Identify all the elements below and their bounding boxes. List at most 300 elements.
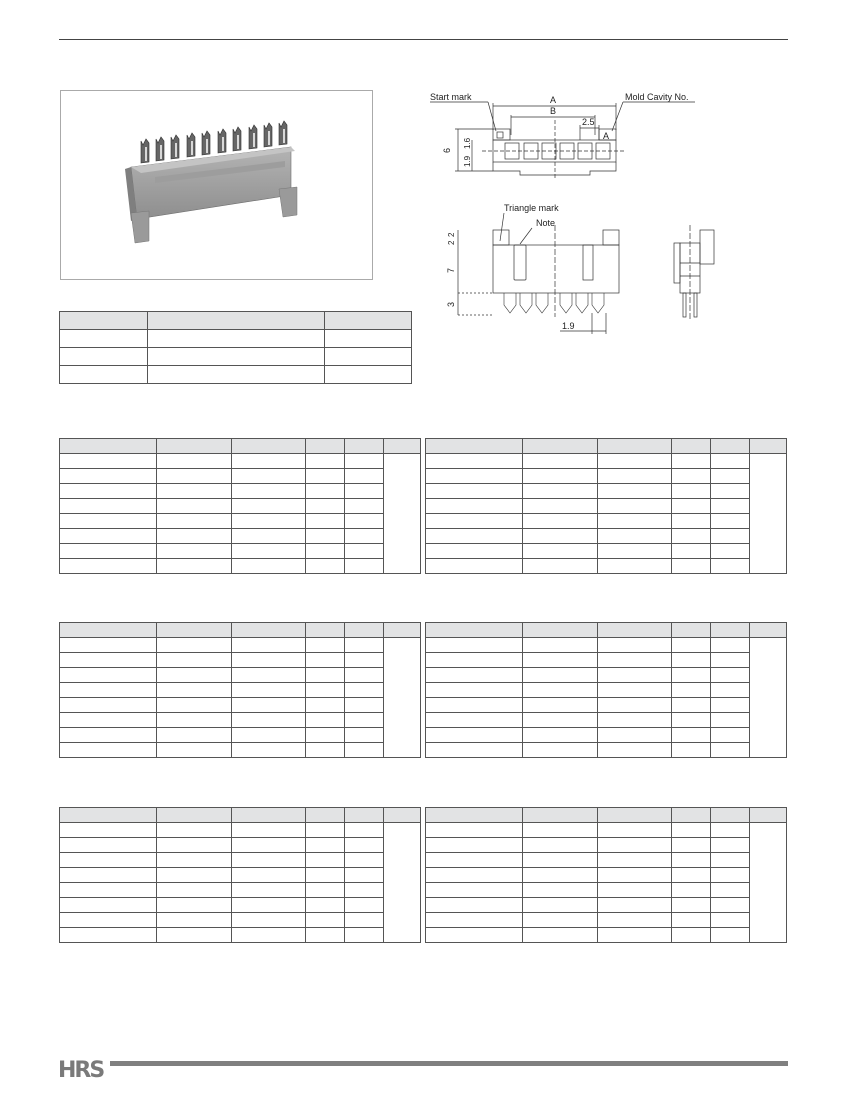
spec-table-small [59, 311, 412, 384]
dim-b-label: B [550, 106, 557, 116]
table-row [60, 514, 421, 529]
table-cell [156, 823, 231, 838]
dim-a-label: A [550, 95, 557, 105]
table-cell [522, 653, 597, 668]
table-cell [60, 529, 157, 544]
table-cell [426, 743, 523, 758]
table-cell [231, 743, 306, 758]
table-cell [345, 484, 384, 499]
table-cell [156, 638, 231, 653]
table-row [60, 683, 421, 698]
merged-cell [750, 454, 787, 574]
table-cell [60, 499, 157, 514]
table-cell [156, 544, 231, 559]
small-header-2 [148, 312, 325, 330]
table-cell [672, 544, 711, 559]
table-cell [597, 868, 672, 883]
table-cell [426, 883, 523, 898]
table-cell [426, 653, 523, 668]
merged-cell [384, 454, 421, 574]
table-cell [522, 713, 597, 728]
table-cell [60, 514, 157, 529]
table-cell [522, 499, 597, 514]
table-cell [306, 514, 345, 529]
dim-2b-label: 2 [447, 240, 456, 245]
table-header-cell [672, 623, 711, 638]
table-cell [597, 653, 672, 668]
table-cell [306, 683, 345, 698]
table-row [60, 668, 421, 683]
table-header-cell [156, 623, 231, 638]
table-row [426, 484, 787, 499]
table-cell [306, 713, 345, 728]
table-header-cell [231, 623, 306, 638]
table-cell [60, 853, 157, 868]
table-header-cell [345, 623, 384, 638]
small-cell [325, 348, 412, 366]
table-cell [306, 559, 345, 574]
table-cell [711, 668, 750, 683]
table-cell [426, 638, 523, 653]
table-header-cell [156, 808, 231, 823]
table-row [60, 898, 421, 913]
table-cell [711, 743, 750, 758]
table-cell [522, 928, 597, 943]
table-header-cell [522, 623, 597, 638]
table-cell [522, 728, 597, 743]
table-cell [672, 638, 711, 653]
table-cell [231, 653, 306, 668]
table-cell [672, 484, 711, 499]
table-cell [522, 853, 597, 868]
table-cell [672, 499, 711, 514]
table-row [426, 499, 787, 514]
table-cell [345, 928, 384, 943]
spec-table-1-left [59, 438, 421, 574]
table-cell [597, 883, 672, 898]
table-cell [345, 469, 384, 484]
table-row [426, 559, 787, 574]
table-cell [345, 823, 384, 838]
table-cell [597, 853, 672, 868]
table-cell [597, 913, 672, 928]
table-cell [522, 638, 597, 653]
table-cell [426, 823, 523, 838]
table-cell [711, 713, 750, 728]
table-cell [426, 868, 523, 883]
table-row [60, 469, 421, 484]
table-cell [711, 638, 750, 653]
table-cell [672, 743, 711, 758]
table-cell [711, 698, 750, 713]
table-row [426, 743, 787, 758]
table-cell [345, 638, 384, 653]
table-cell [426, 898, 523, 913]
table-cell [597, 698, 672, 713]
table-row [426, 853, 787, 868]
table-cell [672, 898, 711, 913]
table-cell [231, 683, 306, 698]
table-cell [597, 713, 672, 728]
table-cell [60, 454, 157, 469]
table-header-cell [597, 439, 672, 454]
small-cell [60, 348, 148, 366]
spec-table-2-right [425, 622, 787, 758]
table-cell [60, 868, 157, 883]
dim-19-label: 1.9 [463, 155, 472, 167]
table-cell [522, 683, 597, 698]
table-cell [711, 529, 750, 544]
table-header-cell [231, 439, 306, 454]
table-cell [672, 713, 711, 728]
table-cell [711, 484, 750, 499]
table-cell [711, 868, 750, 883]
table-cell [231, 728, 306, 743]
spec-table-2-left [59, 622, 421, 758]
table-row [60, 484, 421, 499]
table-cell [426, 928, 523, 943]
product-photo-frame [60, 90, 373, 280]
table-cell [711, 728, 750, 743]
table-row [60, 743, 421, 758]
table-cell [60, 823, 157, 838]
table-header-cell [711, 439, 750, 454]
table-cell [711, 838, 750, 853]
spec-table-1-right [425, 438, 787, 574]
table-cell [60, 728, 157, 743]
table-cell [672, 653, 711, 668]
pitch-label: 2.5 [582, 117, 595, 127]
table-header-cell [426, 808, 523, 823]
table-cell [306, 913, 345, 928]
table-cell [60, 484, 157, 499]
table-cell [426, 838, 523, 853]
table-cell [156, 683, 231, 698]
table-cell [156, 928, 231, 943]
table-cell [711, 913, 750, 928]
table-row [426, 514, 787, 529]
table-header-cell [750, 623, 787, 638]
table-row [426, 698, 787, 713]
table-row [60, 728, 421, 743]
table-cell [306, 823, 345, 838]
table-row [60, 529, 421, 544]
footer-rule [110, 1061, 788, 1066]
table-cell [426, 454, 523, 469]
table-cell [60, 638, 157, 653]
table-cell [597, 514, 672, 529]
dim-3-label: 3 [446, 301, 456, 307]
table-cell [231, 698, 306, 713]
table-row [60, 883, 421, 898]
table-cell [345, 559, 384, 574]
table-row [60, 638, 421, 653]
table-row [426, 713, 787, 728]
dim-7-label: 7 [446, 267, 456, 273]
table-cell [60, 544, 157, 559]
table-cell [345, 853, 384, 868]
table-cell [597, 499, 672, 514]
table-cell [231, 559, 306, 574]
table-cell [672, 454, 711, 469]
table-row [60, 653, 421, 668]
table-cell [60, 559, 157, 574]
table-header-cell [597, 623, 672, 638]
table-cell [156, 853, 231, 868]
table-cell [231, 529, 306, 544]
small-cell [148, 366, 325, 384]
table-cell [426, 514, 523, 529]
table-header-cell [522, 439, 597, 454]
table-header-cell [306, 623, 345, 638]
table-cell [711, 469, 750, 484]
table-cell [711, 883, 750, 898]
table-cell [156, 868, 231, 883]
table-cell [426, 499, 523, 514]
table-row [426, 638, 787, 653]
table-cell [306, 469, 345, 484]
table-header-cell [597, 808, 672, 823]
table-cell [156, 698, 231, 713]
table-header-cell [60, 808, 157, 823]
table-header-cell [156, 439, 231, 454]
table-cell [426, 698, 523, 713]
height-6-label: 6 [442, 147, 452, 153]
table-cell [345, 713, 384, 728]
table-cell [306, 499, 345, 514]
table-cell [597, 898, 672, 913]
table-cell [156, 484, 231, 499]
table-row [426, 683, 787, 698]
table-cell [522, 668, 597, 683]
table-row [426, 913, 787, 928]
table-cell [426, 544, 523, 559]
table-cell [306, 728, 345, 743]
table-row [60, 928, 421, 943]
table-cell [156, 743, 231, 758]
table-cell [522, 838, 597, 853]
table-row [60, 544, 421, 559]
table-cell [426, 668, 523, 683]
table-cell [306, 668, 345, 683]
table-cell [711, 499, 750, 514]
table-cell [231, 838, 306, 853]
table-row [60, 853, 421, 868]
table-header-cell [672, 808, 711, 823]
table-header-cell [522, 808, 597, 823]
table-row [60, 698, 421, 713]
table-cell [60, 668, 157, 683]
table-cell [597, 529, 672, 544]
table-cell [522, 868, 597, 883]
table-cell [345, 514, 384, 529]
table-cell [156, 559, 231, 574]
table-row [60, 838, 421, 853]
table-cell [156, 713, 231, 728]
table-cell [156, 668, 231, 683]
merged-cell [750, 823, 787, 943]
merged-cell [750, 638, 787, 758]
table-cell [597, 544, 672, 559]
table-row [60, 454, 421, 469]
table-row [426, 898, 787, 913]
top-rule [59, 39, 788, 40]
table-cell [522, 514, 597, 529]
table-cell [345, 898, 384, 913]
table-cell [345, 544, 384, 559]
table-cell [672, 668, 711, 683]
table-row [60, 913, 421, 928]
table-cell [60, 928, 157, 943]
table-cell [306, 544, 345, 559]
table-cell [345, 683, 384, 698]
mold-cavity-label: Mold Cavity No. [625, 92, 689, 102]
table-cell [672, 853, 711, 868]
table-cell [597, 484, 672, 499]
table-cell [60, 698, 157, 713]
table-cell [522, 913, 597, 928]
table-cell [231, 454, 306, 469]
table-cell [60, 743, 157, 758]
table-cell [156, 883, 231, 898]
table-cell [711, 653, 750, 668]
table-header-cell [426, 623, 523, 638]
table-cell [522, 529, 597, 544]
table-cell [306, 484, 345, 499]
table-cell [306, 928, 345, 943]
table-cell [345, 883, 384, 898]
table-cell [231, 668, 306, 683]
table-cell [426, 853, 523, 868]
table-cell [522, 484, 597, 499]
table-cell [597, 454, 672, 469]
table-row [426, 728, 787, 743]
table-row [426, 469, 787, 484]
table-cell [522, 559, 597, 574]
table-cell [672, 868, 711, 883]
table-header-cell [426, 439, 523, 454]
table-row [426, 928, 787, 943]
table-cell [597, 469, 672, 484]
dim-1-9-label: 1.9 [562, 321, 575, 331]
table-cell [672, 559, 711, 574]
table-cell [306, 883, 345, 898]
table-cell [522, 743, 597, 758]
table-cell [60, 469, 157, 484]
table-header-cell [231, 808, 306, 823]
small-cell [148, 348, 325, 366]
hrs-logo: HRS [58, 1058, 104, 1083]
table-cell [231, 883, 306, 898]
table-cell [306, 853, 345, 868]
table-cell [672, 883, 711, 898]
table-cell [156, 469, 231, 484]
small-header-1 [60, 312, 148, 330]
cavity-letter: A [603, 131, 610, 141]
connector-photo-icon [61, 91, 372, 279]
table-cell [156, 499, 231, 514]
dim-16-label: 1.6 [463, 137, 472, 149]
table-cell [672, 928, 711, 943]
table-cell [60, 913, 157, 928]
table-cell [522, 544, 597, 559]
table-cell [231, 928, 306, 943]
small-cell [60, 330, 148, 348]
table-cell [156, 529, 231, 544]
table-cell [711, 544, 750, 559]
table-cell [711, 853, 750, 868]
table-cell [345, 529, 384, 544]
table-cell [345, 728, 384, 743]
technical-drawing [420, 85, 750, 345]
table-cell [522, 823, 597, 838]
table-row [60, 559, 421, 574]
table-row [60, 868, 421, 883]
table-cell [597, 823, 672, 838]
table-cell [231, 853, 306, 868]
table-cell [306, 838, 345, 853]
table-cell [597, 928, 672, 943]
table-cell [426, 713, 523, 728]
table-header-cell [306, 808, 345, 823]
small-cell [325, 366, 412, 384]
table-cell [60, 838, 157, 853]
table-cell [672, 683, 711, 698]
table-cell [672, 529, 711, 544]
table-header-cell [60, 623, 157, 638]
table-cell [231, 469, 306, 484]
table-cell [597, 638, 672, 653]
table-cell [231, 898, 306, 913]
table-cell [672, 823, 711, 838]
table-cell [306, 529, 345, 544]
table-row [60, 499, 421, 514]
table-cell [522, 898, 597, 913]
table-cell [345, 913, 384, 928]
table-cell [711, 683, 750, 698]
table-cell [597, 668, 672, 683]
table-cell [711, 559, 750, 574]
table-cell [711, 928, 750, 943]
table-cell [156, 728, 231, 743]
table-cell [231, 823, 306, 838]
table-header-cell [384, 808, 421, 823]
table-cell [60, 683, 157, 698]
table-cell [711, 898, 750, 913]
table-header-cell [750, 808, 787, 823]
table-header-cell [750, 439, 787, 454]
table-header-cell [384, 439, 421, 454]
spec-table-3-left [59, 807, 421, 943]
table-row [426, 454, 787, 469]
table-cell [672, 728, 711, 743]
table-cell [60, 653, 157, 668]
table-cell [156, 898, 231, 913]
table-cell [597, 559, 672, 574]
table-cell [156, 838, 231, 853]
table-row [426, 823, 787, 838]
table-header-cell [672, 439, 711, 454]
small-cell [148, 330, 325, 348]
table-cell [426, 469, 523, 484]
table-cell [711, 454, 750, 469]
table-cell [672, 514, 711, 529]
merged-cell [384, 823, 421, 943]
table-cell [426, 728, 523, 743]
table-cell [231, 484, 306, 499]
table-cell [231, 713, 306, 728]
table-cell [306, 868, 345, 883]
